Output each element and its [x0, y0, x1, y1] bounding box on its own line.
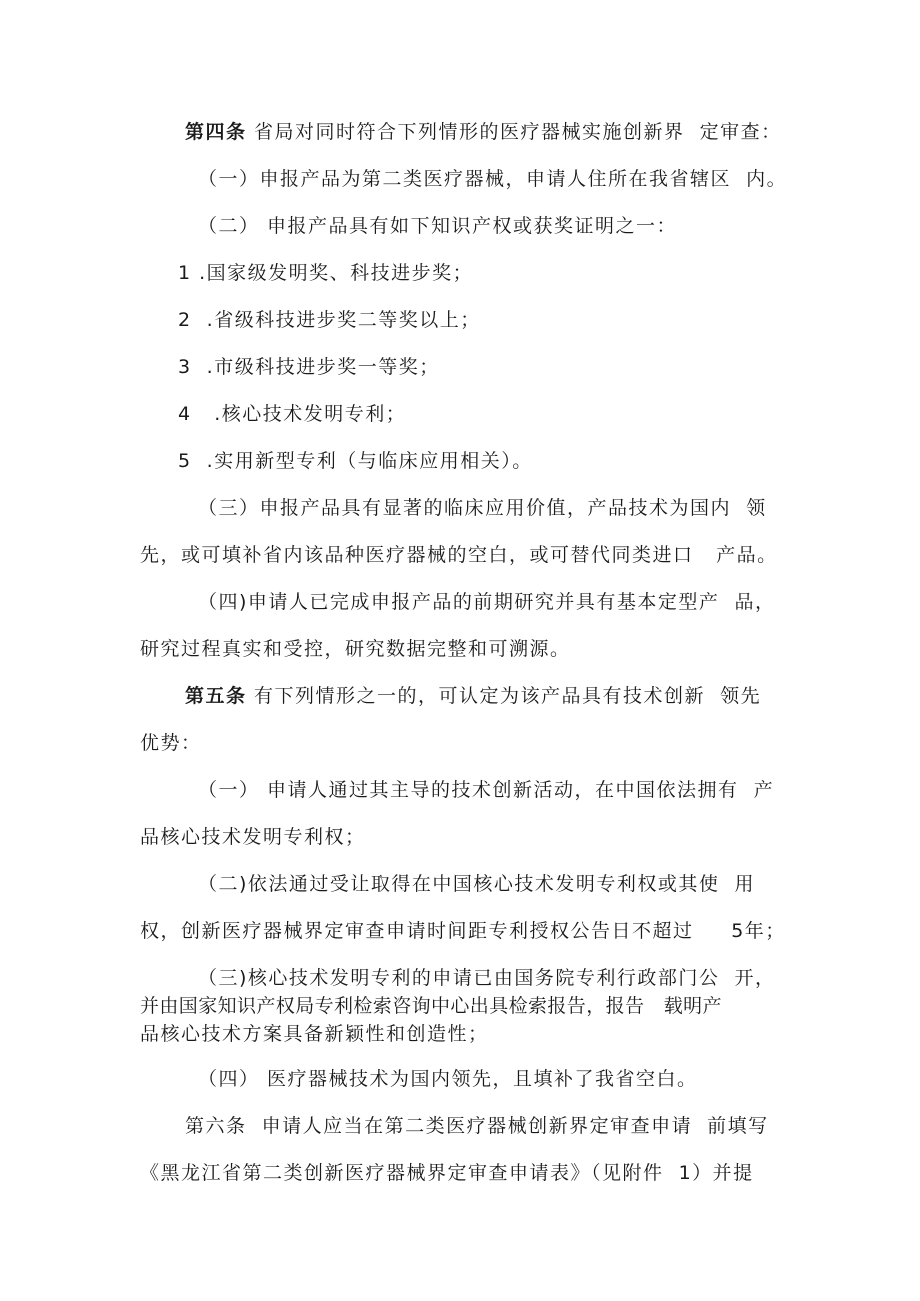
clause-5-1-line-2: 品核心技术发明专利权；: [140, 826, 366, 848]
clause-5-3-line-2: 并由国家知识产权局专利检索咨询中心出具检索报告，报告 载明产: [140, 995, 722, 1017]
clause-4-3-line-1: （三）申报产品具有显著的临床应用价值，产品技术为国内 领: [198, 497, 767, 519]
article-5-label: 第五条: [185, 685, 247, 707]
clause-4-4-line-2: 研究过程真实和受控，研究数据完整和可溯源。: [140, 638, 571, 660]
clause-5-3-line-3: 品核心技术方案具备新颖性和创造性；: [140, 1023, 489, 1045]
clause-5-3-line-1: （三)核心技术发明专利的申请已由国务院专利行政部门公 开，: [198, 967, 776, 989]
list-item-4: 4 .核心技术发明专利；: [178, 403, 407, 425]
clause-5-2-line-1: （二)依法通过受让取得在中国核心技术发明专利权或其使 用: [198, 873, 755, 895]
list-item-2: 2 .省级科技进步奖二等奖以上；: [178, 309, 481, 331]
article-6-line-2: 《黑龙江省第二类创新医疗器械界定审查申请表》（见附件 1）并提: [140, 1162, 754, 1184]
clause-5-4: （四） 医疗器械技术为国内领先，且填补了我省空白。: [198, 1068, 698, 1090]
list-item-5: 5 .实用新型专利（与临床应用相关）。: [178, 450, 533, 472]
article-5-text: 有下列情形之一的，可认定为该产品具有技术创新 领先: [246, 685, 762, 707]
clause-5-2-line-2: 权，创新医疗器械界定审查申请时间距专利授权公告日不超过 5年；: [140, 920, 786, 942]
clause-5-1-line-1: （一） 申请人通过其主导的技术创新活动，在中国依法拥有 产: [198, 779, 775, 801]
list-item-1: 1 .国家级发明奖、科技进步奖；: [178, 262, 474, 284]
clause-4-4-line-1: （四)申请人已完成申报产品的前期研究并具有基本定型产 品，: [198, 591, 776, 613]
article-4-heading-line: [185, 119, 782, 145]
article-4-label: 第四条: [185, 121, 247, 143]
article-5-heading-line-2: 优势：: [140, 732, 202, 754]
article-6-line-1: 第六条 申请人应当在第二类医疗器械创新界定审查申请 前填写: [185, 1115, 769, 1137]
article-5-heading-line: [185, 683, 761, 709]
clause-4-2: （二） 申报产品具有如下知识产权或获奖证明之一：: [198, 215, 678, 237]
list-item-3: 3 .市级科技进步奖一等奖；: [178, 356, 440, 378]
clause-4-1: （一）申报产品为第二类医疗器械，申请人住所在我省辖区 内。: [198, 168, 788, 190]
clause-4-3-line-2: 先，或可填补省内该品种医疗器械的空白，或可替代同类进口 产品。: [140, 544, 778, 566]
article-4-text: 省局对同时符合下列情形的医疗器械实施创新界 定审查：: [246, 121, 782, 143]
